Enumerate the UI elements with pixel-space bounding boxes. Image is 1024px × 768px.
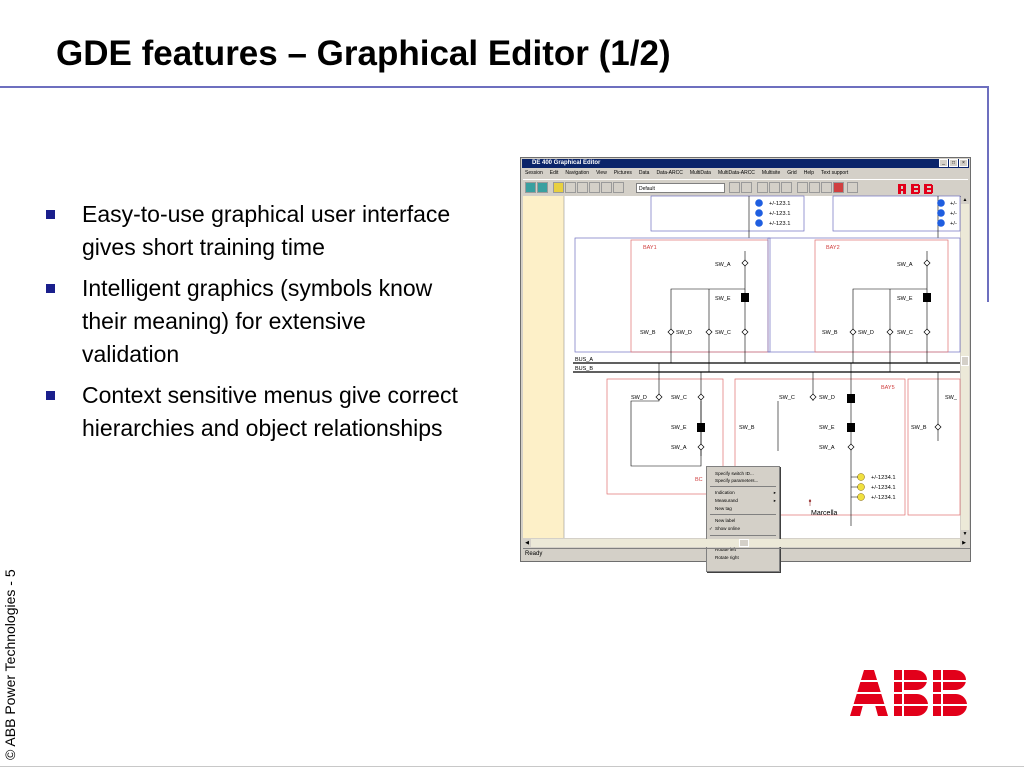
switch-label: SW_E [897,296,913,302]
ctx-rotate-right[interactable]: Rotate right [715,555,739,560]
label-tag-icon [809,499,811,506]
switch-label: SW_B [911,425,927,431]
palette-panel [523,196,564,538]
status-bar: Ready [523,548,970,560]
menu-navigation[interactable]: Navigation [565,170,590,176]
switch-label: SW_ [945,395,957,401]
view-combo[interactable]: Default [636,183,725,193]
maximize-button[interactable]: □ [949,159,958,167]
ctx-indication[interactable]: Indication [715,490,735,495]
menu-grid[interactable]: Grid [787,170,797,176]
minimize-button[interactable]: _ [939,159,948,167]
close-button[interactable]: × [959,159,968,167]
abb-logo [850,668,974,723]
menu-bar [523,169,848,178]
bullet-item [46,198,466,264]
menu-separator [710,535,776,536]
square-bullet-icon [46,210,55,219]
bay-label: BC [695,477,703,483]
toolbar-edit-icon[interactable] [553,182,564,193]
bullet-item [46,272,466,371]
measure-label: +/- [950,221,957,227]
window-title-bar [522,159,969,168]
switch-label: SW_D [858,330,874,336]
bullet-list [46,198,466,453]
toolbar-delete-icon[interactable] [601,182,612,193]
toolbar-save-icon[interactable] [537,182,548,193]
switch-label: SW_B [822,330,838,336]
slide-title: GDE features – Graphical Editor (1/2) [56,34,671,73]
toolbar-monitor-icon[interactable] [729,182,740,193]
graphical-editor-window [520,157,971,562]
footer-rule [0,766,1024,767]
ctx-show-online[interactable]: Show online [715,526,741,531]
measure-label: +/-1234.1 [871,475,896,481]
menu-text-support[interactable]: Text support [821,170,849,176]
measure-label: +/-123.1 [769,211,791,217]
scroll-down-icon[interactable]: ▼ [962,531,968,537]
switch-label: SW_E [819,425,835,431]
menu-multidata[interactable]: MultiData [689,170,711,176]
ctx-measurand[interactable]: Measurand [715,498,738,503]
switch-label: SW_C [671,395,687,401]
measure-label: +/-123.1 [769,221,791,227]
toolbar-stop-icon[interactable] [833,182,844,193]
measure-label: +/-123.1 [769,201,791,207]
copyright-footer: © ABB Power Technologies - 5 [2,569,18,760]
menu-separator [710,514,776,515]
checkmark-icon: ✓ [709,526,713,531]
switch-label: SW_A [715,262,731,268]
menu-view[interactable]: View [596,170,607,176]
measure-label: +/-1234.1 [871,495,896,501]
toolbar-copy-icon[interactable] [577,182,588,193]
scroll-right-icon[interactable]: ▶ [960,539,968,547]
toolbar-zoom-out-icon[interactable] [821,182,832,193]
bay-label: BAY1 [643,245,657,251]
toolbar-cut-icon[interactable] [565,182,576,193]
toolbar [523,179,968,197]
switch-label: SW_D [676,330,692,336]
vertical-scrollbar[interactable] [961,196,969,538]
switch-symbol-icon [668,260,930,335]
switch-label: SW_C [897,330,913,336]
submenu-arrow-icon: ▸ [773,490,776,495]
bay-label: BAY5 [881,385,895,391]
abb-toolbar-logo [897,182,941,194]
toolbar-zoom-in-icon[interactable] [809,182,820,193]
ctx-new-tag[interactable]: New tag [715,506,732,511]
bay-label: BAY2 [826,245,840,251]
menu-separator [710,486,776,487]
toolbar-select-icon[interactable] [613,182,624,193]
switch-label: SW_A [897,262,913,268]
scroll-thumb[interactable] [739,539,749,547]
submenu-arrow-icon: ▸ [773,498,776,503]
scroll-left-icon[interactable]: ◀ [523,539,531,547]
square-bullet-icon [46,284,55,293]
busbar-label: BUS_A [575,357,594,363]
menu-session[interactable]: Session [525,170,543,176]
toolbar-zoom-icon[interactable] [797,182,808,193]
window-controls [939,159,968,167]
map-label-marcella: Marcella [811,510,838,517]
busbar-label: BUS_B [575,366,594,372]
switch-label: SW_A [819,445,835,451]
title-vertical-rule [987,86,989,302]
menu-multisite[interactable]: Multisite [761,170,781,176]
measure-label: +/-1234.1 [871,485,896,491]
title-underline [0,86,989,88]
menu-help[interactable]: Help [803,170,815,176]
ctx-rotate-left[interactable]: Rotate left [715,547,736,552]
bullet-item [46,379,466,445]
switch-label: SW_C [715,330,731,336]
switch-label: SW_B [739,425,755,431]
menu-data[interactable]: Data [638,170,650,176]
toolbar-ground-icon[interactable] [741,182,752,193]
square-bullet-icon [46,391,55,400]
window-title: DE 400 Graphical Editor [532,160,601,166]
measurand-yellow-icon [858,474,865,501]
measure-label: +/- [950,201,957,207]
switch-label: SW_E [671,425,687,431]
measure-label: +/- [950,211,957,217]
switch-label: SW_D [631,395,647,401]
scroll-up-icon[interactable]: ▲ [962,197,968,203]
toolbar-group-icon[interactable] [757,182,768,193]
menu-data-arcc[interactable]: Data-ARCC [656,170,683,176]
ctx-specify-parameters[interactable]: Specify parameters... [715,478,759,483]
toolbar-open-icon[interactable] [525,182,536,193]
bullet-text: Context sensitive menus give correct hierarchies and object relationships [82,382,458,441]
horizontal-scrollbar[interactable] [523,539,968,547]
toolbar-ungroup-icon[interactable] [769,182,780,193]
switch-label: SW_D [819,395,835,401]
switch-symbol-icon [656,394,941,450]
switch-label: SW_E [715,296,731,302]
ctx-new-label[interactable]: New label [715,518,736,523]
switch-label: SW_A [671,445,687,451]
toolbar-paste-icon[interactable] [589,182,600,193]
switch-label: SW_C [779,395,795,401]
ctx-specify-switch-id[interactable]: Specify switch ID... [715,471,754,476]
scroll-thumb[interactable] [961,356,969,366]
menu-edit[interactable]: Edit [549,170,559,176]
bullet-text: Easy-to-use graphical user interface gives short training time [82,201,451,260]
bullet-text: Intelligent graphics (symbols know their meaning) for extensive validation [82,275,433,367]
menu-multidata-arcc[interactable]: MultiData-ARCC [717,170,755,176]
menu-pictures[interactable]: Pictures [613,170,632,176]
toolbar-frame-icon[interactable] [781,182,792,193]
toolbar-layers-icon[interactable] [847,182,858,193]
switch-label: SW_B [640,330,656,336]
